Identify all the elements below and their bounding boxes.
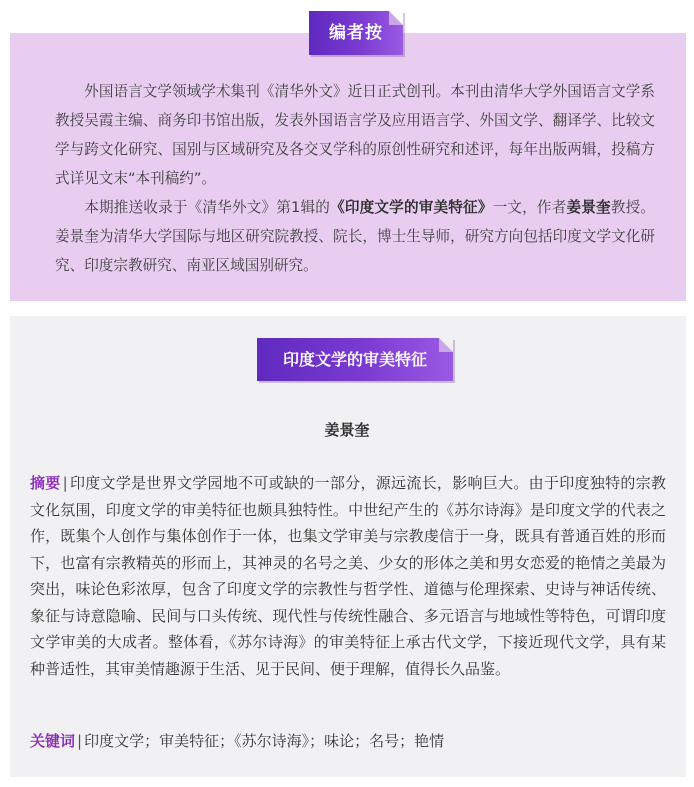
editor-note-article-title: 《印度文学的审美特征》 [330, 199, 493, 216]
article-title: 印度文学的审美特征 [282, 350, 427, 369]
corner-fold-icon [389, 11, 403, 25]
keywords-separator: | [77, 732, 83, 750]
editor-note-body [55, 77, 655, 280]
editor-note-p2-pre: 本期推送收录于《清华外文》第1辑的 [84, 199, 331, 216]
editor-note-paragraph-1: 外国语言文学领域学术集刊《清华外文》近日正式创刊。本刊由清华大学外国语言文学系教授吴霞主编、商务印书馆出版，发表外国语言学及应用语言学、外国文学、翻译学、比较文学与跨文化研究、国别与区域研究及各交叉学科的原创性研究和述评，每年出版两辑，投稿方式详见文末“本刊稿约”。 [55, 83, 655, 187]
article-title-tag [257, 338, 453, 381]
article-abstract [30, 470, 666, 682]
abstract-label: 摘要 [30, 474, 61, 492]
editor-note-author-name: 姜景奎 [566, 199, 611, 216]
editor-note-tag [309, 11, 403, 55]
article-keywords [30, 728, 666, 754]
keywords-label: 关键词 [30, 732, 76, 750]
editor-note-p2-mid: 一文，作者 [492, 199, 567, 216]
corner-fold-icon [439, 338, 453, 352]
editor-note-tag-label: 编者按 [329, 23, 383, 43]
editor-note-p2-post: 教授。姜景奎为清华大学国际与地区研究院教授、院长，博士生导师，研究方向包括印度文学文化研究、印度宗教研究、南亚区域国别研究。 [55, 199, 655, 274]
editor-note-paragraph-2 [55, 193, 655, 280]
keywords-text: 印度文学；审美特征；《苏尔诗海》；味论；名号；艳情 [84, 732, 445, 750]
abstract-separator: | [62, 474, 68, 492]
article-author: 姜景奎 [324, 421, 370, 439]
abstract-text: 印度文学是世界文学园地不可或缺的一部分，源远流长，影响巨大。由于印度独特的宗教文化氛围，印度文学的审美特征也颇具独特性。中世纪产生的《苏尔诗海》是印度文学的代表之作，既集个人创作与集体创作于一体，也集文学审美与宗教虔信于一身，既具有普通百姓的形而下，也富有宗教精英的形而上，其神灵的名号之美、少女的形体之美和男女恋爱的艳情之美最为突出，味论色彩浓厚，包含了印度文学的宗教性与哲学性、道德与伦理探索、史诗与神话传统、象征与诗意隐喻、民间与口头传统、现代性与传统性融合、多元语言与地域性等特色，可谓印度文学审美的大成者。整体看，《苏尔诗海》的审美特征上承古代文学，下接近现代文学，具有某种普适性，其审美情趣源于生活、见于民间、便于理解，值得长久品鉴。 [30, 474, 666, 678]
